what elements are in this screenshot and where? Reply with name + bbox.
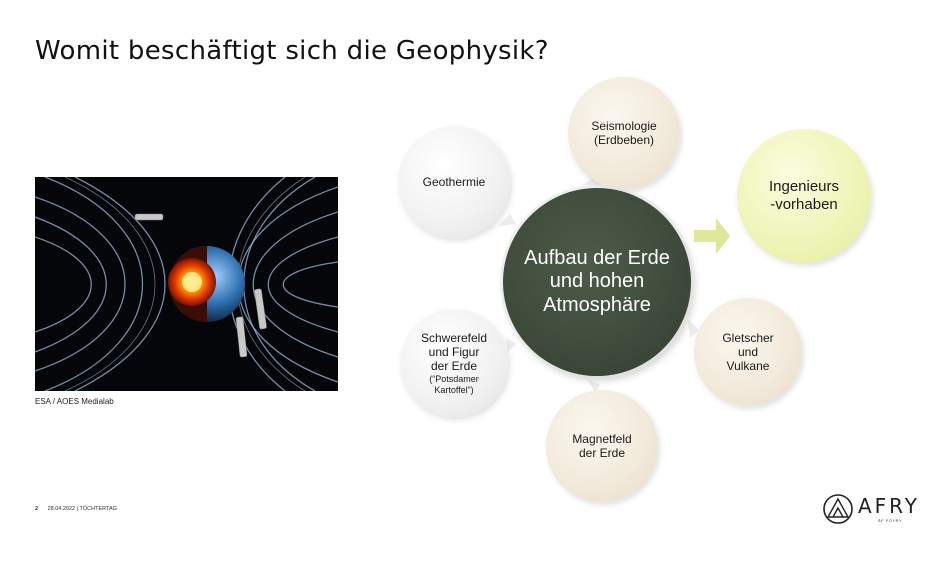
topic-gletscher-und-vulkane: Gletscher und Vulkane (694, 298, 802, 406)
afry-logo (822, 493, 922, 525)
footer-meta: 28.04.2022 | TÖCHTERTAG (47, 506, 117, 512)
slide-footer (35, 506, 117, 512)
arrow-geothermie (498, 214, 516, 226)
logo-subtitle: ÅF PÖYRY (878, 518, 903, 523)
slide-title: Womit beschäftigt sich die Geophysik? (35, 36, 549, 66)
page-number: 2 (35, 506, 39, 512)
topic-magnetfeld: Magnetfeld der Erde (546, 390, 658, 502)
arrow-schwerefeld (506, 338, 516, 352)
topic-schwerefeld: Schwerefeld und Figur der Erde (“Potsdamer Kartoffel”) (400, 309, 508, 417)
center-topic-aufbau-der-erde: Aufbau der Erde und hohen Atmosphäre (503, 188, 691, 376)
topic-ingenieursvorhaben: Ingenieurs -vorhaben (737, 129, 871, 263)
afry-logo-icon (822, 493, 854, 525)
logo-wordmark: AFRY (858, 494, 921, 518)
arrow-right-icon (694, 218, 730, 254)
topic-geothermie: Geothermie (398, 126, 510, 238)
topic-seismologie: Seismologie (Erdbeben) (568, 77, 680, 189)
image-caption: ESA / AOES Medialab (35, 397, 114, 406)
